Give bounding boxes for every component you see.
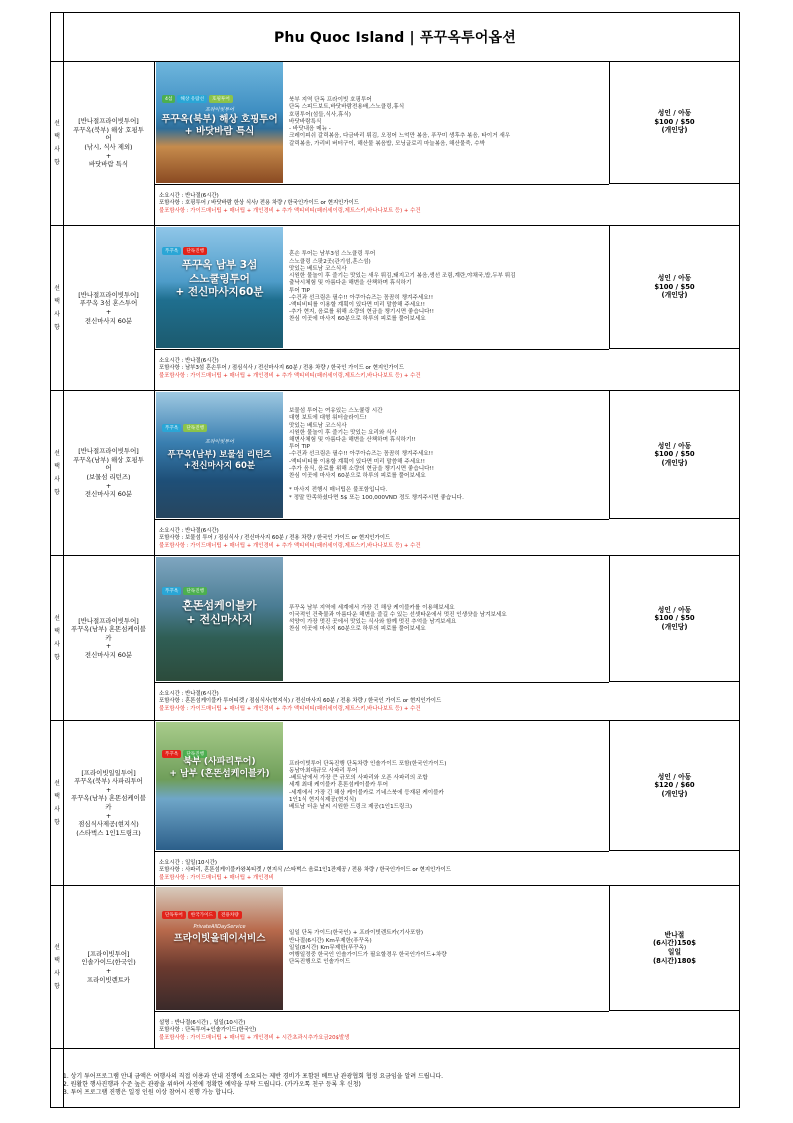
option-detail	[155, 721, 609, 852]
tour-excludes: 불포함사항 : 가이드매너팁 + 매너팁 + 개인경비	[159, 874, 274, 881]
photo-tag: 단독진행	[183, 750, 207, 758]
select-label-char: 항	[54, 983, 60, 990]
photo-tag: 전용차량	[218, 911, 242, 919]
tour-excludes: 불포함사항 : 가이드매너팁 + 매너팁 + 개인경비 + 추가 액티비티(패러세이링,제트스키,바나나보트 등) + 수건	[159, 542, 421, 549]
photo-caption: 혼똔섬케이블카 + 전신마사지	[182, 599, 257, 627]
tour-photo	[156, 887, 283, 1010]
select-label-char: 선	[54, 450, 60, 457]
option-main	[155, 391, 609, 555]
photo-tag: 단독진행	[183, 587, 207, 595]
select-label-char: 택	[54, 463, 60, 470]
note-3: 3. 투어 프로그램 진행은 일정 인원 이상 참여시 진행 가능 합니다.	[63, 1089, 235, 1097]
photo-tag: 4섬	[162, 95, 175, 103]
price-cell	[609, 391, 739, 519]
option-row	[51, 721, 739, 886]
tour-duration: 소요시간 : 반나절(6시간)	[159, 691, 219, 697]
price-cell	[609, 721, 739, 851]
option-detail	[155, 226, 609, 350]
photo-subtitle: 프라이빗투어	[205, 107, 234, 113]
tour-includes: 포함사항 : 보물섬 투어 / 점심식사 / 전신마사지 60분 / 전용 차량 / 한국인 가이드 or 현지인가이드	[159, 535, 391, 542]
photo-tag: 호핑투어	[209, 95, 233, 103]
tour-price: 성인 / 아동 $100 / $50 (개인당)	[654, 274, 695, 300]
option-name: [반나절프라이빗투어] 푸꾸옥 3섬 혼스투어 + 전신마사지 60분	[63, 226, 155, 390]
select-label-char: 선	[54, 120, 60, 127]
photo-tag: 단독진행	[183, 424, 207, 432]
tour-duration: 소요시간 : 일일(10시간)	[159, 860, 217, 866]
tour-price: 성인 / 아동 $100 / $50 (개인당)	[654, 605, 695, 631]
photo-tag: 푸꾸옥	[162, 424, 181, 432]
option-row	[51, 391, 739, 556]
option-name: [프라이빗투어] 인솔가이드(한국인) + 프라이빗렌트카	[63, 886, 155, 1048]
option-detail	[155, 391, 609, 520]
photo-subtitle: 프라이빗투어	[205, 439, 234, 445]
notes-section	[51, 1047, 739, 1107]
select-label-char: 항	[54, 489, 60, 496]
option-name: [반나절프라이빗투어] 푸꾸옥(남부) 혼똔섬케이블 카 + 전신마사지 60분	[63, 556, 155, 720]
note-2: 2. 원활한 행사진행과 수준 높은 관광을 위하여 사전에 정확한 예약을 부탁 드립니다. (카카오톡 친구 등록 후 신청)	[63, 1081, 361, 1089]
photo-tags	[162, 95, 233, 103]
tour-includes: 포함사항 : 사파리, 혼똔섬케이블카왕복티켓 / 현지식 /스타벅스 음료1인1잔제공 / 전용 차량 / 한국인가이드 or 현지인가이드	[159, 867, 451, 874]
tour-includes: 포함사항 : 호핑투어 / 바닷바람 한상 식사/ 전용 차량 / 한국인가이드 or 현지인가이드	[159, 200, 359, 207]
select-label-char: 택	[54, 628, 60, 635]
price-cell	[609, 556, 739, 682]
select-label-char: 택	[54, 133, 60, 140]
tour-excludes: 불포함사항 : 가이드매너팁 + 매너팁 + 개인경비 + 추가 액티비티(패러세이링,제트스키,바나나보트 등) + 수건	[159, 705, 421, 712]
tour-duration: 소요시간 : 반나절(6시간)	[159, 193, 219, 199]
option-main	[155, 61, 609, 225]
photo-tag: 해상 유람선	[177, 95, 207, 103]
tour-description: 혼손 투어는 남부3섬 스노클링 투어 스노클링 스팟2곳(관기섬,혼스섬) 맛있는 베트남 코스식사 시원한 물놀이 후 즐기는 맛있는 새우 튀김,돼지고기 볶음,생선 조림,계란,야채국,밥,두부 튀김 출낙시체험 및 아름다운 해변을 산책하며 휴식하기 투어 TIP -수건과 선크림은 필수!! 아쿠아슈즈는 꼼꼼히 챙겨주세요!! -액티비티를 이용할 계획이 있다면 미리 말씀해 주세요!! -추가 현지, 음료를 위해 소량의 현금을 챙기시면 좋습니다!! 찬심 이곳에 마사지 60분으로 하루의 피로를 풀어보세요	[289, 251, 516, 323]
photo-caption: 북부 (사파리투어) + 남부 (혼똔섬케이블카)	[169, 757, 270, 779]
price-cell	[609, 886, 739, 1011]
tour-photo	[156, 392, 283, 518]
price-cell	[609, 226, 739, 349]
tour-excludes: 불포함사항 : 가이드매너팁 + 매너팁 + 개인경비 + 시간초과시추가요금20$발생	[159, 1034, 350, 1041]
photo-caption: 푸꾸옥(북부) 해상 호핑투어 + 바닷바람 특식	[161, 114, 278, 138]
tour-price: 성인 / 아동 $100 / $50 (개인당)	[654, 109, 695, 135]
photo-tags	[162, 424, 207, 432]
select-label-char: 선	[54, 285, 60, 292]
select-label-char: 사	[54, 641, 60, 648]
price-cell	[609, 61, 739, 184]
tour-summary	[155, 1011, 609, 1048]
tour-description: 보물섬 투어는 여유있는 스노쿨링 시간 대형 보트에 대형 워터슬라이드! 맛있는 베트남 코스식사 시원한 물놀이 후 즐기는 맛있는 요리와 식사 해변사체험 및 아름다운 해변을 산책하며 휴식하기!! 투어 TIP -수건과 선크림은 필수!! 아쿠아슈즈는 꼼꼼히 챙겨주세요!! -액티비티를 이용할 계획이 있다면 미리 말씀해 주세요!! -추가 음식, 음료를 위해 소량의 현금을 챙기시면 좋습니다!! 찬심 이곳에 마사지 60분으로 하루의 피로를 풀어보세요 * 마사지 전행시 매너팁은 불포함입니다. * 정말 만족하셨다면 5$ 또는 100,000VND 정도 챙겨주시면 좋습니다.	[289, 408, 464, 501]
select-label-char: 택	[54, 298, 60, 305]
select-label-char: 사	[54, 970, 60, 977]
tour-price: 성인 / 아동 $100 / $50 (개인당)	[654, 441, 695, 467]
photo-tags	[162, 911, 242, 919]
photo-tag: 단독진행	[183, 247, 207, 255]
tour-summary	[155, 184, 609, 225]
photo-tags	[162, 587, 207, 595]
photo-tags	[162, 247, 207, 255]
select-label-char: 사	[54, 476, 60, 483]
title-row	[51, 13, 739, 62]
tour-photo	[156, 227, 283, 348]
photo-tag: 단독투어	[162, 911, 186, 919]
tour-excludes: 불포함사항 : 가이드매너팁 + 매너팁 + 개인경비 + 추가 액티비티(패러세이링,제트스키,바나나보트 등) + 수건	[159, 372, 421, 379]
option-row	[51, 886, 739, 1049]
select-label-char: 항	[54, 159, 60, 166]
tour-summary	[155, 519, 609, 555]
photo-tag: 푸꾸옥	[162, 750, 181, 758]
tour-includes: 포함사항 : 혼똔섬케이블카 투어티켓 / 점심식사(현지식) / 전신마사지 60분 / 전용 차량 / 한국인 가이드 or 현지인가이드	[159, 698, 442, 705]
select-label-char: 항	[54, 819, 60, 826]
tour-includes: 포함사항 : 단독투어+인솔가이드(한국인)	[159, 1027, 257, 1034]
option-name: [프라이빗일일투어] 푸꾸옥(북부) 사파리투어 + 푸꾸옥(남부) 혼똔섬케이블 카 + 점심식사제공(현지식) (스타벅스 1인1드링크)	[63, 721, 155, 885]
tour-photo	[156, 557, 283, 681]
photo-caption: 푸꾸옥(남부) 보물섬 리턴즈 +전신마사지 60분	[167, 450, 272, 472]
tour-duration: 설명 : 반나절(6시간) , 일일(10시간)	[159, 1020, 246, 1026]
option-name: [반나절프라이빗투어] 푸꾸옥(북부) 해상 호핑투 어 (낚시, 식사 제외) + 바닷바람 특식	[63, 61, 155, 225]
tour-description: 프라이빗투어 단독진행 단독차량 인솔가이드 포함(한국인가이드) 동남아최대규모 사파리 투어 -베트남에서 가장 큰 규모의 사파리와 오픈 사파리의 조합 세계 최대 케이블카 혼똔섬케이블카 투어 -세계에서 가장 긴 해상 케이블카로 기네스북에 등재된 케이블카 1인1식 현지식제공(현지식) 베트남 더운 날씨 시원한 드링크 제공(1인1드링크)	[289, 760, 447, 810]
option-detail	[155, 61, 609, 185]
tour-description: 북부 지역 단독 프라이빗 호핑투어 단독 스피드보트,바닷바람전용배,스노클링,휴식 호핑투어(섬들,식사,휴식) 바닷바람특식 - 바닷내음 메뉴 - 크레이피쉬 갈릭볶음, 다금바리 튀김, 오징어 느억만 볶음, 푸꾸미 생후추 볶음, 타이거 새우 갈릭볶음, 가리비 버터구이, 해산물 볶음밥, 모닝글로리 마늘볶음, 해산물죽, 수박	[289, 97, 511, 147]
select-label-char: 선	[54, 780, 60, 787]
photo-caption: 프라이빗올데이서비스	[173, 933, 266, 944]
select-label-char: 항	[54, 324, 60, 331]
select-label-char: 택	[54, 957, 60, 964]
tour-price: 반나절 (6시간)150$ 일일 (8시간)180$	[653, 930, 696, 965]
select-label-char: 사	[54, 311, 60, 318]
tour-summary	[155, 851, 609, 885]
select-label-char: 선	[54, 615, 60, 622]
tour-summary	[155, 682, 609, 720]
option-row	[51, 226, 739, 391]
tour-excludes: 불포함사항 : 가이드매너팁 + 매너팁 + 개인경비 + 추가 액티비티(패러세이링,제트스키,바나나보트 등) + 수건	[159, 207, 421, 214]
tour-description: 푸꾸옥 남부 지역에 세계에서 가장 긴 해상 케이블카를 이용해보세요 이국적인 건축물과 아름다운 해변을 즐길 수 있는 선셋타운에서 멋진 인생샷을 남겨보세요 석양이 가장 멋진 곳에서 맛있는 식사와 함께 멋진 추억을 남겨보세요 찬심 이곳에 마사지 60분으로 하루의 피로를 풀어보세요	[289, 604, 507, 633]
photo-caption: 푸꾸옥 남부 3섬 스노쿨링투어 + 전신마사지60분	[175, 259, 264, 299]
select-label-char: 항	[54, 654, 60, 661]
tour-summary	[155, 349, 609, 390]
option-detail	[155, 556, 609, 683]
option-detail	[155, 886, 609, 1012]
select-label-char: 사	[54, 806, 60, 813]
photo-tag: 푸꾸옥	[162, 587, 181, 595]
photo-subtitle: PrivateAllDayService	[193, 924, 246, 930]
select-label-char: 택	[54, 793, 60, 800]
tour-duration: 소요시간 : 반나절(6시간)	[159, 358, 219, 364]
tour-options-sheet	[50, 12, 740, 1108]
option-main	[155, 226, 609, 390]
page-title: Phu Quoc Island | 푸꾸옥투어옵션	[273, 30, 517, 46]
note-1: 1. 상기 투어프로그램 안내 금액은 여행사의 직접 이용과 안내 진행에 소요되는 제반 경비가 포함된 베트남 관광협회 협정 요금임을 알려 드립니다.	[63, 1073, 444, 1080]
option-row	[51, 61, 739, 226]
tour-description: 일일 단독 가이드(한국인) + 프라이빗렌트카(기사포함) 반나절(6시간) Km무제한(푸꾸옥) 일일(8시간) Km무제한(푸꾸옥) 여행일정중 한국인 인솔가이드가 필요할경우 한국인가이드+차량 단독진행으로 인솔가이드	[289, 930, 447, 966]
tour-photo	[156, 62, 283, 183]
select-label-char: 선	[54, 944, 60, 951]
tour-includes: 포함사항 : 남부3섬 혼손투어 / 점심식사 / 전신마사지 60분 / 전용 차량 / 한국인 가이드 or 현지인가이드	[159, 365, 404, 372]
option-row	[51, 556, 739, 721]
tour-duration: 소요시간 : 반나절(6시간)	[159, 528, 219, 534]
option-main	[155, 556, 609, 720]
photo-tag: 푸꾸옥	[162, 247, 181, 255]
option-name: [반나절프라이빗투어] 푸꾸옥(남부) 해상 호핑투 어 (보물섬 리턴즈) + 전신마사지 60분	[63, 391, 155, 555]
tour-price: 성인 / 아동 $120 / $60 (개인당)	[654, 772, 695, 798]
option-main	[155, 886, 609, 1048]
option-main	[155, 721, 609, 885]
tour-photo	[156, 722, 283, 850]
select-label-char: 사	[54, 146, 60, 153]
photo-tag: 한국가이드	[188, 911, 216, 919]
